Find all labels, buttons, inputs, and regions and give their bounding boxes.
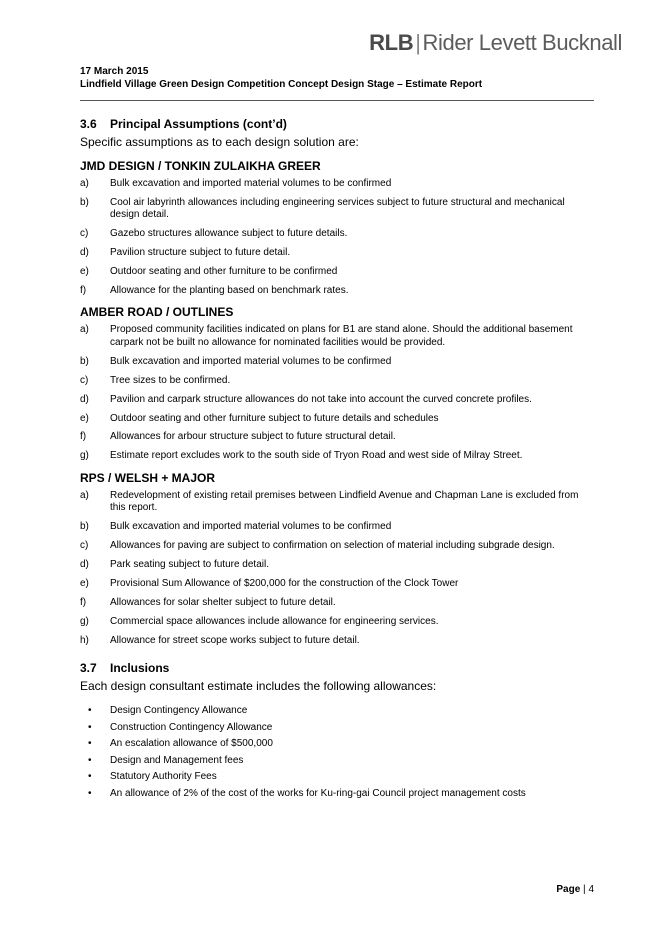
item-letter: g)	[80, 450, 89, 462]
item-text: Proposed community facilities indicated on plans for B1 are stand alone. Should the additional basement carpark not be built no allowance for nominated facilities would be provided.	[110, 324, 573, 348]
group-heading: JMD DESIGN / TONKIN ZULAIKHA GREER	[80, 159, 321, 173]
item-text: Cool air labyrinth allowances including engineering services subject to future structural and mechanical design detail.	[110, 196, 565, 221]
page-footer	[556, 884, 594, 895]
list-item	[80, 490, 586, 515]
item-letter: e)	[80, 266, 89, 278]
item-letter: c)	[80, 228, 89, 240]
item-text: Design and Management fees	[110, 754, 244, 766]
item-text: Estimate report excludes work to the south side of Tryon Road and west side of Milray Street.	[110, 450, 523, 462]
assumption-list	[80, 178, 586, 297]
list-item	[80, 394, 586, 407]
section-number: 3.6	[80, 117, 97, 131]
item-text: An allowance of 2% of the cost of the works for Ku-ring-gai Council project management costs	[110, 787, 526, 799]
item-letter: c)	[80, 374, 89, 386]
list-item	[80, 375, 586, 388]
section-title: Principal Assumptions (cont’d)	[110, 117, 287, 131]
item-letter: a)	[80, 489, 89, 501]
item-text: Allowance for street scope works subject to future detail.	[110, 634, 360, 646]
assumption-list	[80, 490, 586, 647]
bullet-icon: •	[88, 705, 92, 717]
page-number: 4	[588, 884, 594, 895]
item-text: Allowances for paving are subject to confirmation on selection of material including subgrade design.	[110, 540, 555, 552]
bullet-icon: •	[88, 787, 92, 799]
item-text: Outdoor seating and other furniture subject to future details and schedules	[110, 412, 439, 424]
section-intro: Each design consultant estimate includes the following allowances:	[80, 679, 437, 694]
logo-separator: |	[415, 30, 421, 55]
list-item	[80, 540, 586, 553]
item-letter: b)	[80, 196, 89, 208]
item-letter: h)	[80, 634, 89, 646]
rlb-logo	[369, 30, 622, 56]
report-meta	[80, 65, 482, 91]
item-letter: b)	[80, 355, 89, 367]
list-item	[80, 578, 586, 591]
page-label: Page	[556, 884, 581, 895]
item-text: Provisional Sum Allowance of $200,000 for the construction of the Clock Tower	[110, 577, 459, 589]
item-letter: b)	[80, 521, 89, 533]
inclusions-list	[80, 705, 586, 800]
section-heading-principal-assumptions	[80, 117, 586, 131]
section-heading-inclusions	[80, 661, 586, 675]
logo-name: Rider Levett Bucknall	[422, 30, 622, 55]
page-separator: |	[583, 884, 586, 895]
item-text: Bulk excavation and imported material volumes to be confirmed	[110, 355, 392, 367]
item-letter: e)	[80, 577, 89, 589]
item-letter: c)	[80, 540, 89, 552]
list-item	[80, 771, 586, 784]
section-intro: Specific assumptions as to each design solution are:	[80, 135, 359, 149]
list-item	[80, 228, 586, 241]
list-item	[80, 521, 586, 534]
list-item	[80, 178, 586, 191]
item-letter: e)	[80, 412, 89, 424]
assumption-list	[80, 324, 586, 462]
item-text: Allowance for the planting based on benchmark rates.	[110, 284, 349, 296]
item-letter: a)	[80, 324, 89, 336]
report-title: Lindfield Village Green Design Competition Concept Design Stage – Estimate Report	[80, 79, 483, 90]
list-item	[80, 755, 586, 768]
section-title: Inclusions	[110, 661, 170, 676]
item-letter: f)	[80, 596, 87, 608]
item-text: Tree sizes to be confirmed.	[110, 374, 231, 386]
group-heading: RPS / WELSH + MAJOR	[80, 470, 216, 485]
section-number: 3.7	[80, 661, 97, 676]
item-text: Pavilion and carpark structure allowances do not take into account the curved concrete profiles.	[110, 393, 532, 405]
item-text: Construction Contingency Allowance	[110, 721, 273, 733]
item-text: Design Contingency Allowance	[110, 705, 248, 717]
item-text: Pavilion structure subject to future detail.	[110, 247, 291, 259]
list-item	[80, 559, 586, 572]
list-item	[80, 738, 586, 751]
item-letter: g)	[80, 615, 89, 627]
item-text: Commercial space allowances include allowance for engineering services.	[110, 615, 439, 627]
group-heading: AMBER ROAD / OUTLINES	[80, 305, 234, 320]
item-text: Allowances for arbour structure subject to future structural detail.	[110, 431, 396, 443]
list-item	[80, 285, 586, 298]
list-item	[80, 597, 586, 610]
item-letter: f)	[80, 284, 87, 296]
bullet-icon: •	[88, 771, 92, 783]
list-item	[80, 266, 586, 279]
list-item	[80, 431, 586, 444]
item-text: Bulk excavation and imported material volumes to be confirmed	[110, 521, 392, 533]
list-item	[80, 324, 586, 349]
item-text: Bulk excavation and imported material volumes to be confirmed	[110, 178, 392, 189]
item-letter: f)	[80, 431, 87, 443]
item-text: Allowances for solar shelter subject to future detail.	[110, 596, 336, 608]
report-date: 17 March 2015	[80, 66, 149, 77]
header-divider	[80, 100, 594, 101]
item-letter: a)	[80, 178, 89, 189]
item-text: Park seating subject to future detail.	[110, 558, 269, 570]
assumption-groups	[80, 159, 586, 647]
list-item	[80, 247, 586, 260]
list-item	[80, 413, 586, 426]
item-text: Redevelopment of existing retail premises between Lindfield Avenue and Chapman Lane is excluded from this report.	[110, 489, 579, 514]
logo-abbreviation: RLB	[369, 30, 414, 55]
bullet-icon: •	[88, 738, 92, 750]
list-item	[80, 450, 586, 463]
list-item	[80, 722, 586, 735]
bullet-icon: •	[88, 721, 92, 733]
list-item	[80, 197, 586, 222]
list-item	[80, 635, 586, 648]
item-text: Outdoor seating and other furniture to be confirmed	[110, 266, 338, 278]
item-letter: d)	[80, 247, 89, 259]
list-item	[80, 788, 586, 801]
item-text: Gazebo structures allowance subject to future details.	[110, 228, 348, 240]
page-content	[80, 117, 586, 804]
item-letter: d)	[80, 558, 89, 570]
list-item	[80, 705, 586, 718]
list-item	[80, 616, 586, 629]
list-item	[80, 356, 586, 369]
item-letter: d)	[80, 393, 89, 405]
bullet-icon: •	[88, 754, 92, 766]
item-text: An escalation allowance of $500,000	[110, 738, 273, 750]
item-text: Statutory Authority Fees	[110, 771, 217, 783]
